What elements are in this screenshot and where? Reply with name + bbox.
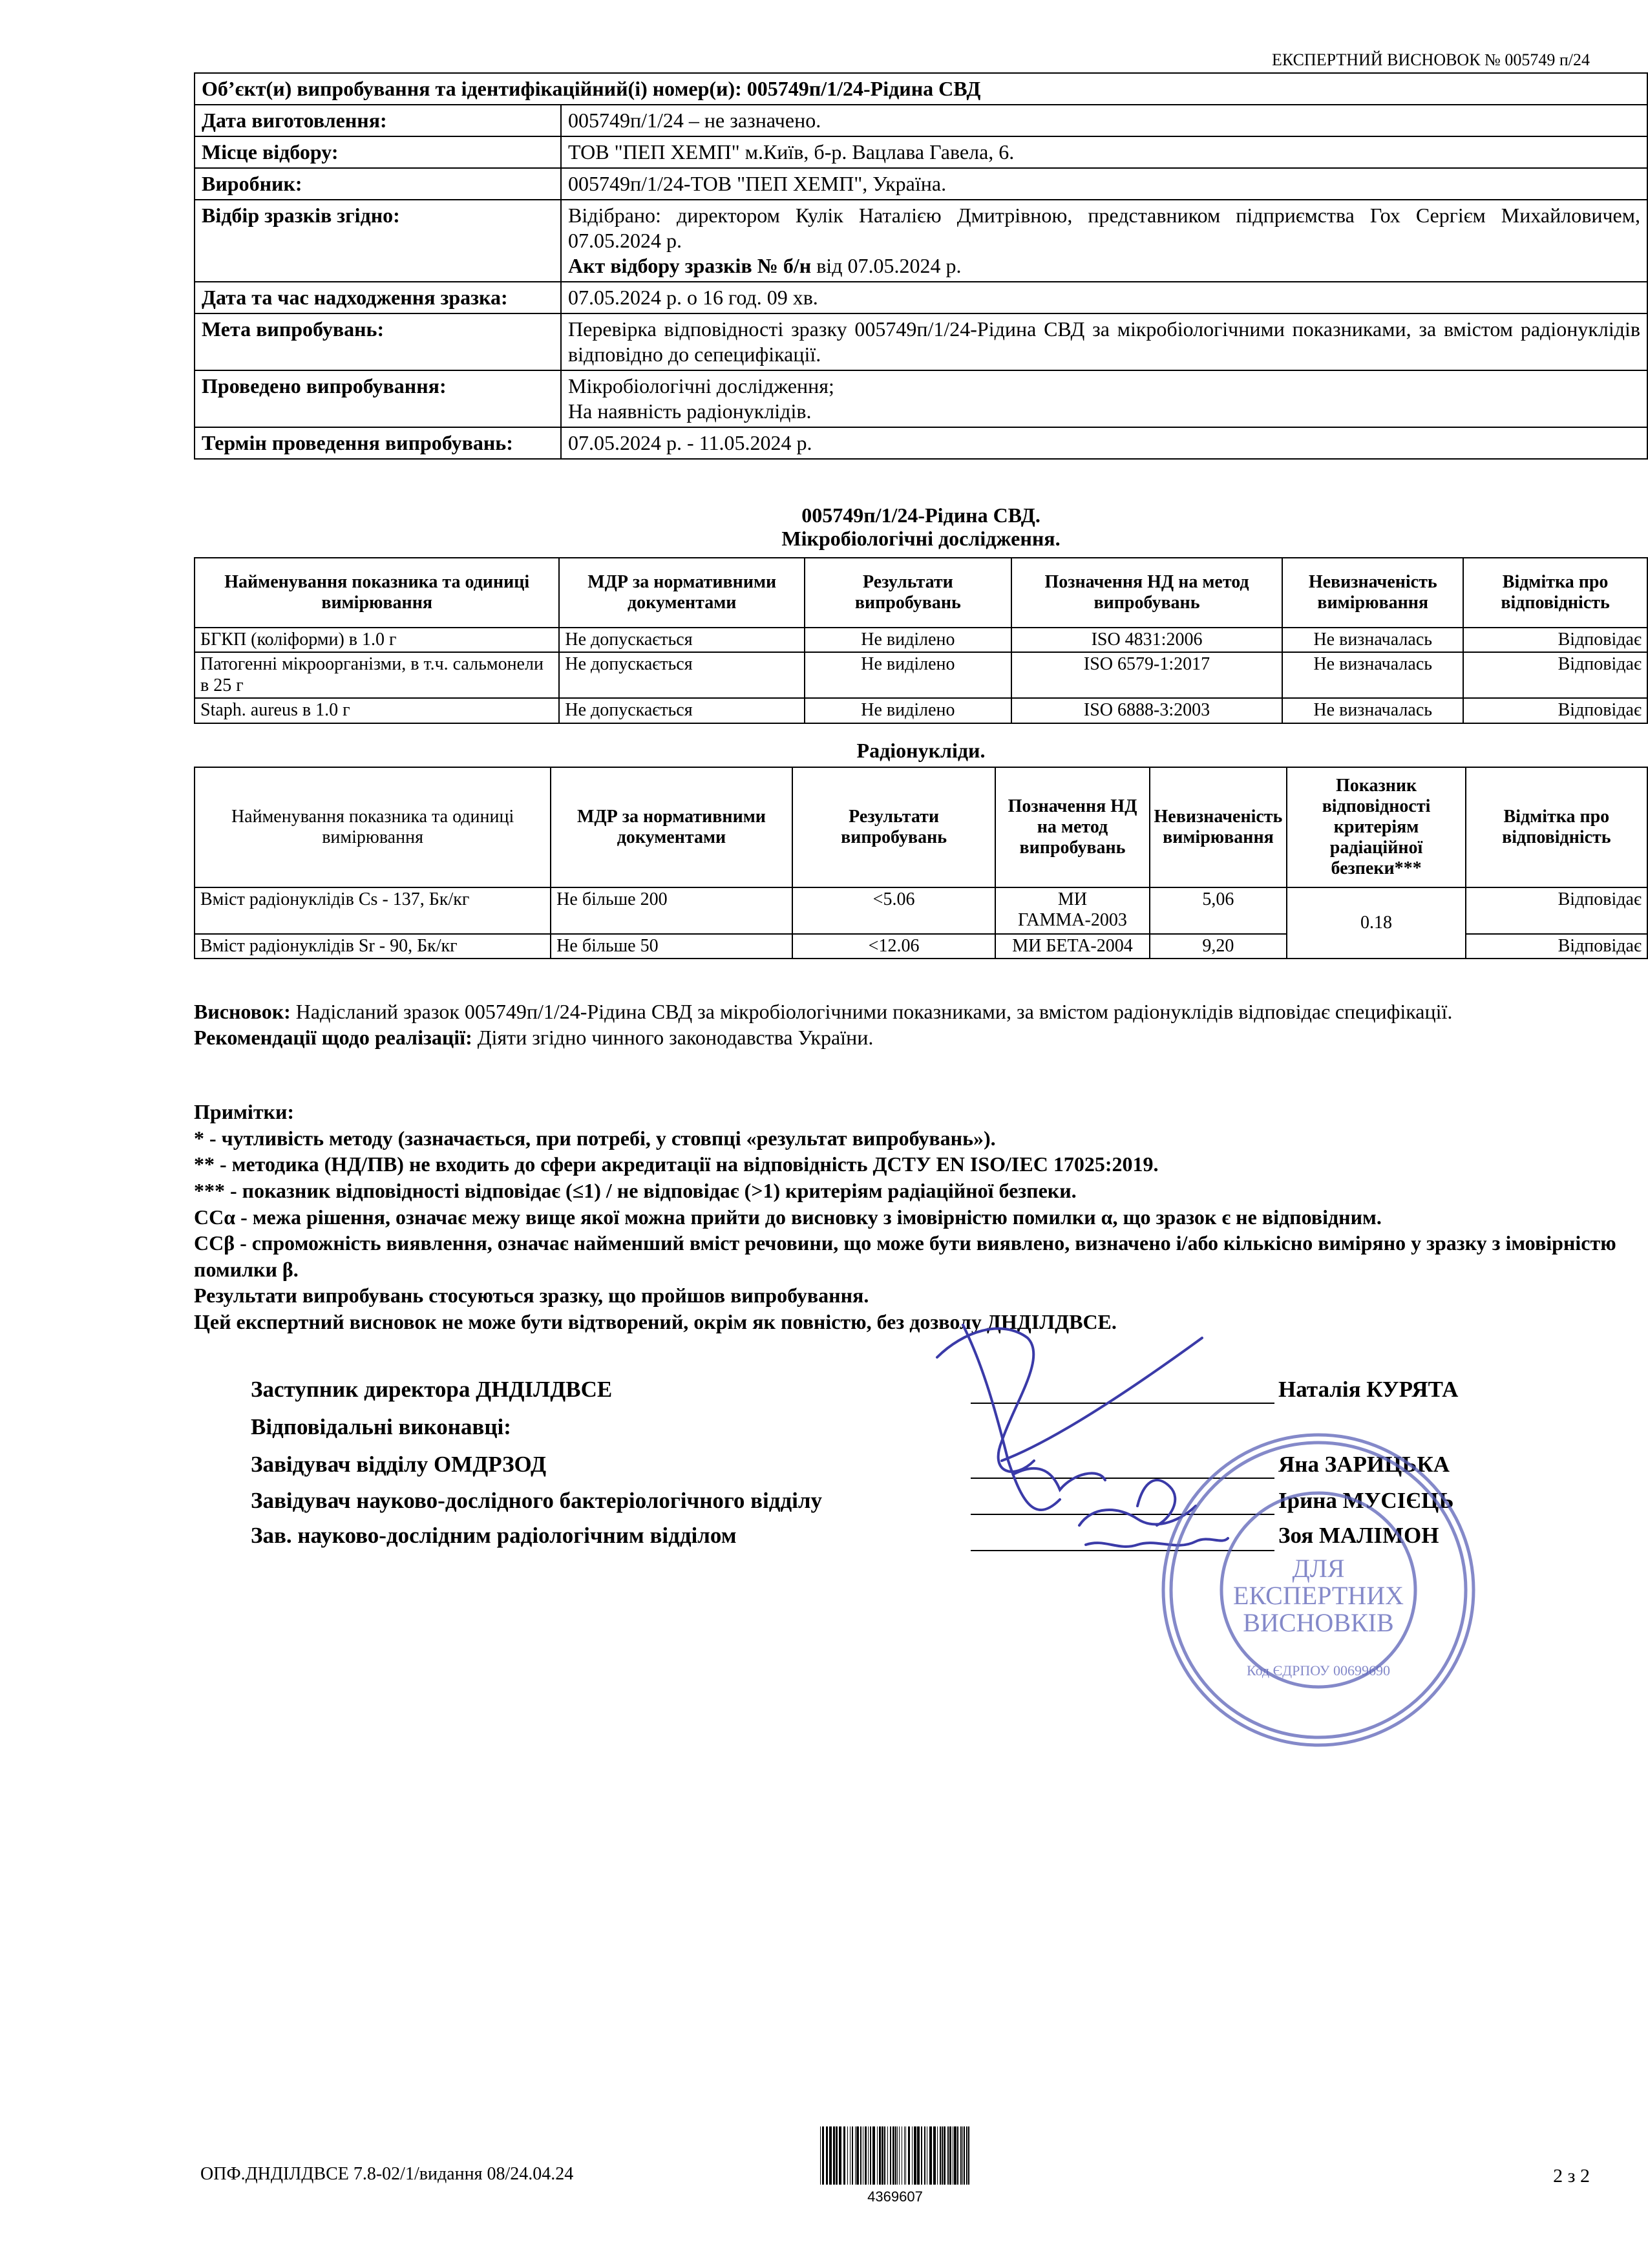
info-table	[194, 72, 1648, 460]
signer-2-title: Завідувач науково-дослідного бактеріологічного відділу	[251, 1488, 823, 1513]
note-line: Результати випробувань стосуються зразку, що пройшов випробування.	[194, 1284, 869, 1308]
recommendation-label: Рекомендації щодо реалізації:	[194, 1025, 472, 1049]
info-row-receipt: Дата та час надходження зразка: 07.05.2024 р. о 16 год. 09 хв.	[195, 282, 1647, 313]
sampling-act-date: від 07.05.2024 р.	[811, 254, 962, 278]
sampling-prefix: Відібрано:	[568, 204, 677, 228]
micro-section-title: 005749п/1/24-Рідина СВД. Мікробіологічні дослідження.	[781, 503, 1061, 550]
deputy-name: Наталія КУРЯТА	[1278, 1377, 1459, 1402]
info-row-tests: Проведено випробування: Мікробіологічні дослідження; На наявність радіонуклідів.	[195, 370, 1647, 427]
tests-line-2: На наявність радіонуклідів.	[568, 399, 812, 423]
page-number: 2 з 2	[1553, 2165, 1590, 2187]
conclusion-text: Надісланий зразок 005749п/1/24-Рідина СВД за мікробіологічними показниками, за вмістом радіонуклідів відповідає специфікації.	[290, 1000, 1453, 1023]
sampling-date: 07.05.2024 р.	[568, 229, 682, 253]
deputy-title: Заступник директора ДНДІЛДВСЕ	[251, 1377, 613, 1402]
notes	[194, 1099, 1648, 1335]
stamp-text-1: ДЛЯ	[1292, 1554, 1345, 1583]
radio-section-title: Радіонукліди.	[856, 739, 986, 762]
radio-table	[194, 767, 1648, 959]
executors-label: Відповідальні виконавці:	[251, 1414, 511, 1439]
note-line: ССβ - спроможність виявлення, означає найменший вміст речовини, що може бути виявлено, визначено і/або кількісно виміряно у зразку з імовірністю помилки β.	[194, 1231, 1616, 1281]
table-row: Вміст радіонуклідів Sr - 90, Бк/кг Не більше 50 <12.06 МИ БЕТА-2004 9,20 Відповідає	[195, 934, 1647, 959]
signer-2-name: Ірина МУСІЄЦЬ	[1278, 1488, 1454, 1513]
note-line: Цей експертний висновок не може бути відтворений, окрім як повністю, без дозволу ДНДІЛДВСЕ.	[194, 1310, 1117, 1333]
table-row: Патогенні мікроорганізми, в т.ч. сальмонели в 25 г Не допускається Не виділено ISO 6579-1:2017 Не визначалась Відповідає	[195, 652, 1647, 698]
recommendation-text: Діяти згідно чинного законодавства України.	[472, 1025, 874, 1049]
table-row: Вміст радіонуклідів Cs - 137, Бк/кг Не більше 200 <5.06 МИ ГАММА-2003 5,06 0.18 Відповідає	[195, 887, 1647, 934]
conclusion	[194, 999, 1648, 1050]
table-row: БГКП (коліформи) в 1.0 г Не допускається Не виділено ISO 4831:2006 Не визначалась Відповідає	[195, 628, 1647, 652]
official-stamp	[1150, 1422, 1486, 1758]
signer-1-name: Яна ЗАРИЦЬКА	[1278, 1452, 1450, 1477]
barcode	[818, 2126, 973, 2185]
micro-table	[194, 557, 1648, 724]
object-id: Об’єкт(и) випробування та ідентифікаційний(і) номер(и): 005749п/1/24-Рідина СВД	[195, 73, 1647, 105]
criterion-value: 0.18	[1287, 887, 1465, 959]
barcode-number: 4369607	[867, 2189, 923, 2205]
signer-1-title: Завідувач відділу ОМДРЗОД	[251, 1452, 547, 1477]
sampling-body: директором Кулік Наталією Дмитрівною, представником підприємства Гох Сергієм Михайловичем,	[676, 204, 1641, 228]
stamp-code: Код ЄДРПОУ 00699690	[1246, 1662, 1391, 1679]
stamp-text-3: ВИСНОВКІВ	[1243, 1608, 1394, 1637]
notes-title: Примітки:	[194, 1100, 295, 1123]
form-code: ОПФ.ДНДІЛДВСЕ 7.8-02/1/видання 08/24.04.24	[200, 2164, 574, 2184]
signer-3-title: Зав. науково-дослідним радіологічним відділом	[251, 1523, 737, 1548]
note-line: ** - методика (НД/ПВ) не входить до сфери акредитації на відповідність ДСТУ EN ISO/IEC 17025:2019.	[194, 1152, 1159, 1176]
info-row-sampling-place: Місце відбору: ТОВ "ПЕП ХЕМП" м.Київ, б-р. Вацлава Гавела, 6.	[195, 136, 1647, 168]
info-row-term: Термін проведення випробувань: 07.05.2024 р. - 11.05.2024 р.	[195, 427, 1647, 459]
table-row: Staph. aureus в 1.0 г Не допускається Не виділено ISO 6888-3:2003 Не визначалась Відповідає	[195, 698, 1647, 723]
note-line: ССα - межа рішення, означає межу вище якої можна прийти до висновку з імовірністю помилки α, що зразок є не відповідним.	[194, 1205, 1382, 1229]
note-line: * - чутливість методу (зазначається, при потребі, у стовпці «результат випробувань»).	[194, 1126, 996, 1150]
info-row-production-date: Дата виготовлення: 005749п/1/24 – не зазначено.	[195, 105, 1647, 136]
tests-line-1: Мікробіологічні дослідження;	[568, 374, 834, 398]
signer-3-name: Зоя МАЛІМОН	[1278, 1523, 1439, 1548]
stamp-text-2: ЕКСПЕРТНИХ	[1233, 1581, 1404, 1610]
radio-header-row: Найменування показника та одиниці вимірювання МДР за нормативними документами Результати випробувань Позначення НД на метод випробувань Невизначеність вимірювання Показник відповідності критеріям радіаційної безпеки*** Відмітка про відповідність	[195, 767, 1647, 887]
note-line: *** - показник відповідності відповідає (≤1) / не відповідає (>1) критеріям радіаційної безпеки.	[194, 1178, 1077, 1202]
info-row-producer: Виробник: 005749п/1/24-ТОВ "ПЕП ХЕМП", Україна.	[195, 168, 1647, 200]
document-reference: ЕКСПЕРТНИЙ ВИСНОВОК № 005749 п/24	[1272, 50, 1590, 69]
sampling-act: Акт відбору зразків № б/н	[568, 254, 812, 278]
micro-header-row: Найменування показника та одиниці вимірювання МДР за нормативними документами Результати випробувань Позначення НД на метод випробувань Невизначеність вимірювання Відмітка про відповідність	[195, 558, 1647, 628]
info-row-sampling: Відбір зразків згідно: Відібрано: директором Кулік Наталією Дмитрівною, представником підприємства Гох Сергієм Михайловичем, 07.05.2024 р. Акт відбору зразків № б/н від 07.05.2024 р.	[195, 200, 1647, 282]
conclusion-label: Висновок:	[194, 1000, 291, 1023]
info-row-purpose: Мета випробувань: Перевірка відповідності зразку 005749п/1/24-Рідина СВД за мікробіологічними показниками, за вмістом радіонуклідів відповідно до сепецифікації.	[195, 313, 1647, 370]
